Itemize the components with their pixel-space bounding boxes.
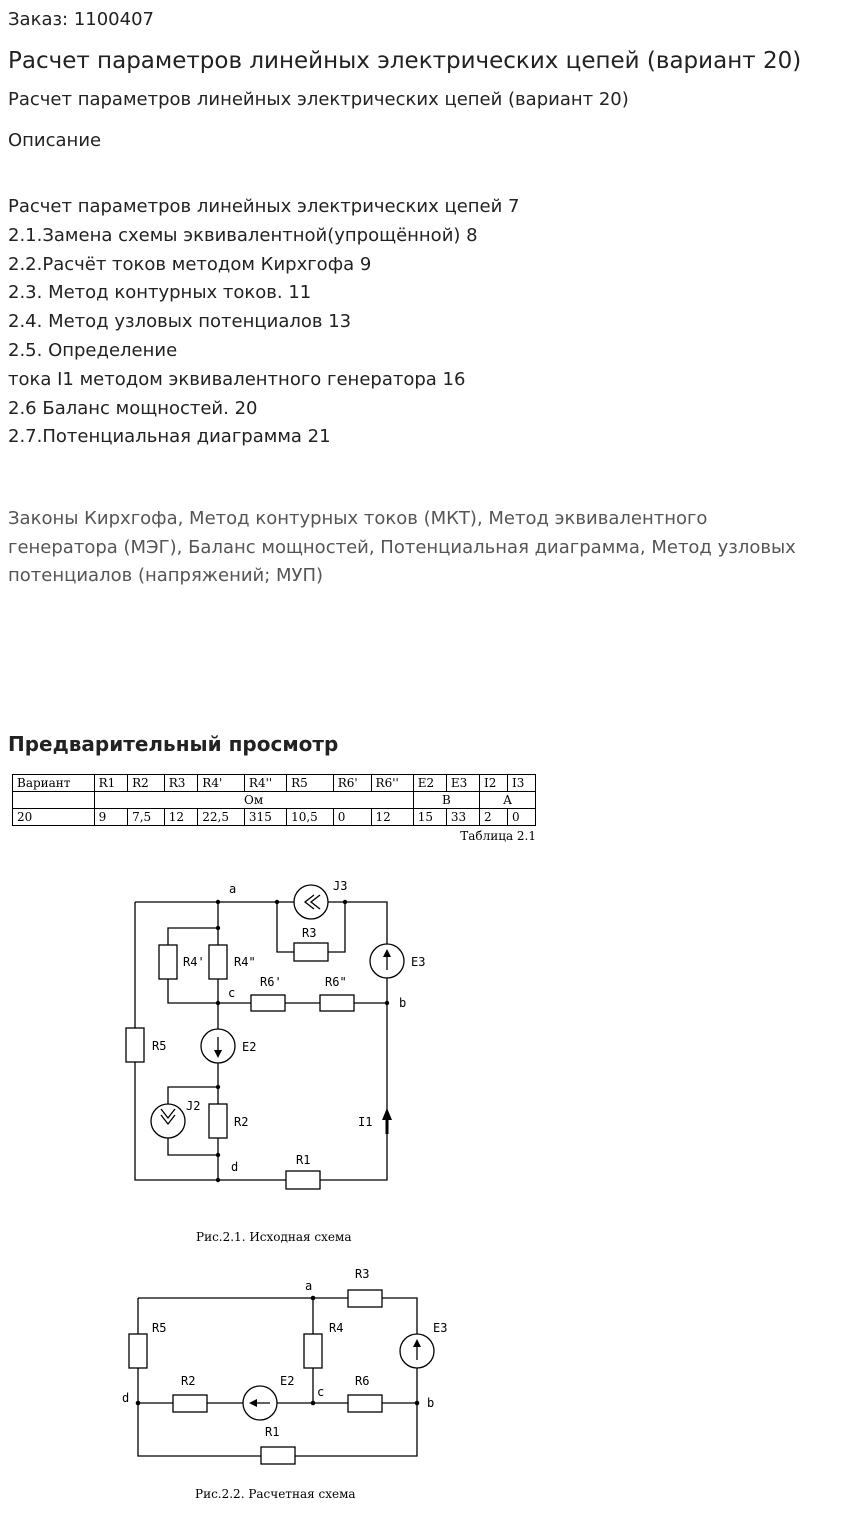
label-i1: I1: [358, 1115, 373, 1129]
label-j2: J2: [186, 1099, 201, 1113]
resistor-r1: [261, 1447, 295, 1464]
resistor-r6: [348, 1395, 382, 1412]
figure-caption-original: Рис.2.1. Исходная схема: [196, 1230, 352, 1244]
label-r1: R1: [265, 1425, 280, 1439]
current-source-j2: [151, 1104, 185, 1138]
label-r4: R4: [329, 1321, 344, 1335]
unit-amp: А: [480, 792, 536, 809]
node-label-a: a: [229, 882, 237, 896]
resistor-r5: [126, 1028, 144, 1062]
table-cell: 33: [446, 809, 479, 826]
resistor-r4-double-prime: [209, 945, 227, 979]
table-cell: [13, 792, 95, 809]
table-header-cell: R1: [94, 775, 128, 792]
page-title: Расчет параметров линейных электрических цепей (вариант 20): [8, 48, 802, 74]
resistor-r6-prime: [251, 995, 285, 1011]
node-label-d: d: [231, 1160, 239, 1174]
label-e2: E2: [242, 1040, 257, 1054]
node-label-c: c: [317, 1385, 325, 1399]
unit-ohm: Ом: [94, 792, 413, 809]
resistor-r2: [173, 1395, 207, 1412]
label-e3: E3: [433, 1321, 448, 1335]
table-cell: 22,5: [198, 809, 245, 826]
table-cell: 0: [507, 809, 535, 826]
label-r6-prime: R6': [260, 975, 282, 989]
table-row: [13, 809, 536, 826]
label-j3: J3: [333, 879, 348, 893]
table-header-cell: I2: [480, 775, 508, 792]
table-cell: 12: [164, 809, 198, 826]
table-cell: 12: [371, 809, 413, 826]
resistor-r4-prime: [159, 945, 177, 979]
toc-item: 2.5. Определение: [8, 339, 178, 361]
table-cell: 15: [413, 809, 446, 826]
label-e2: E2: [280, 1374, 295, 1388]
table-cell: 315: [244, 809, 286, 826]
node-label-b: b: [427, 1396, 435, 1410]
toc-item: Расчет параметров линейных электрических цепей 7: [8, 196, 520, 217]
label-r3: R3: [302, 926, 317, 940]
resistor-r3: [348, 1290, 382, 1307]
label-e3: E3: [411, 955, 426, 969]
toc-item: 2.7.Потенциальная диаграмма 21: [8, 426, 331, 448]
table-header-cell: I3: [507, 775, 535, 792]
label-r3: R3: [355, 1267, 370, 1281]
calculation-circuit-diagram: [0, 1262, 847, 1482]
parameters-table: [12, 774, 536, 826]
table-cell: 0: [333, 809, 371, 826]
toc-item: тока I1 методом эквивалентного генератора 16: [8, 368, 466, 390]
resistor-r3: [294, 943, 328, 961]
table-caption: Таблица 2.1: [460, 829, 536, 843]
table-header-cell: R6': [333, 775, 371, 792]
node-label-b: b: [399, 996, 407, 1010]
table-cell: 20: [13, 809, 95, 826]
table-header-cell: R3: [164, 775, 198, 792]
label-r6-double-prime: R6": [325, 975, 347, 989]
order-number: Заказ: 1100407: [8, 9, 154, 30]
table-header-cell: E2: [413, 775, 446, 792]
resistor-r5: [129, 1334, 147, 1368]
table-cell: 9: [94, 809, 128, 826]
page-subtitle: Расчет параметров линейных электрических цепей (вариант 20): [8, 89, 629, 110]
resistor-r2: [209, 1104, 227, 1138]
toc-item: 2.2.Расчёт токов методом Кирхгофа 9: [8, 253, 372, 275]
toc-item: 2.4. Метод узловых потенциалов 13: [8, 311, 352, 333]
table-header-cell: R5: [287, 775, 334, 792]
table-header-cell: Вариант: [13, 775, 95, 792]
label-r2: R2: [181, 1374, 196, 1388]
table-cell: 10,5: [287, 809, 334, 826]
resistor-r4: [304, 1334, 322, 1368]
toc-item: 2.3. Метод контурных токов. 11: [8, 282, 312, 304]
description-heading: Описание: [8, 130, 102, 151]
label-r2: R2: [234, 1115, 249, 1129]
node-label-c: c: [228, 986, 236, 1000]
resistor-r6-double-prime: [320, 995, 354, 1011]
table-row: [13, 792, 536, 809]
label-r4-double-prime: R4": [234, 955, 256, 969]
toc-item: 2.1.Замена схемы эквивалентной(упрощённой) 8: [8, 224, 478, 246]
table-cell: 7,5: [128, 809, 165, 826]
node-label-a: a: [305, 1279, 313, 1293]
table-header-cell: E3: [446, 775, 479, 792]
toc-item: 2.6 Баланс мощностей. 20: [8, 397, 258, 419]
label-r6: R6: [355, 1374, 370, 1388]
label-r1: R1: [296, 1153, 311, 1167]
table-header-cell: R4'': [244, 775, 286, 792]
original-circuit-diagram: [0, 860, 847, 1200]
figure-caption-calculation: Рис.2.2. Расчетная схема: [195, 1487, 356, 1501]
node-label-d: d: [122, 1391, 130, 1405]
resistor-r1: [286, 1171, 320, 1189]
tags-text: Законы Кирхгофа, Метод контурных токов (МКТ), Метод эквивалентного генератора (МЭГ), Баланс мощностей, Потенциальная диаграмма, Метод узловых потенциалов (напряжений; МУП): [8, 508, 796, 586]
preview-heading: Предварительный просмотр: [8, 732, 339, 756]
label-r5: R5: [152, 1039, 167, 1053]
label-r5: R5: [152, 1321, 167, 1335]
table-header-cell: R4': [198, 775, 245, 792]
table-of-contents: [8, 193, 520, 452]
label-r4-prime: R4': [183, 955, 205, 969]
table-header-cell: R6'': [371, 775, 413, 792]
table-cell: 2: [480, 809, 508, 826]
unit-volt: В: [413, 792, 479, 809]
table-row: [13, 775, 536, 792]
table-header-cell: R2: [128, 775, 165, 792]
